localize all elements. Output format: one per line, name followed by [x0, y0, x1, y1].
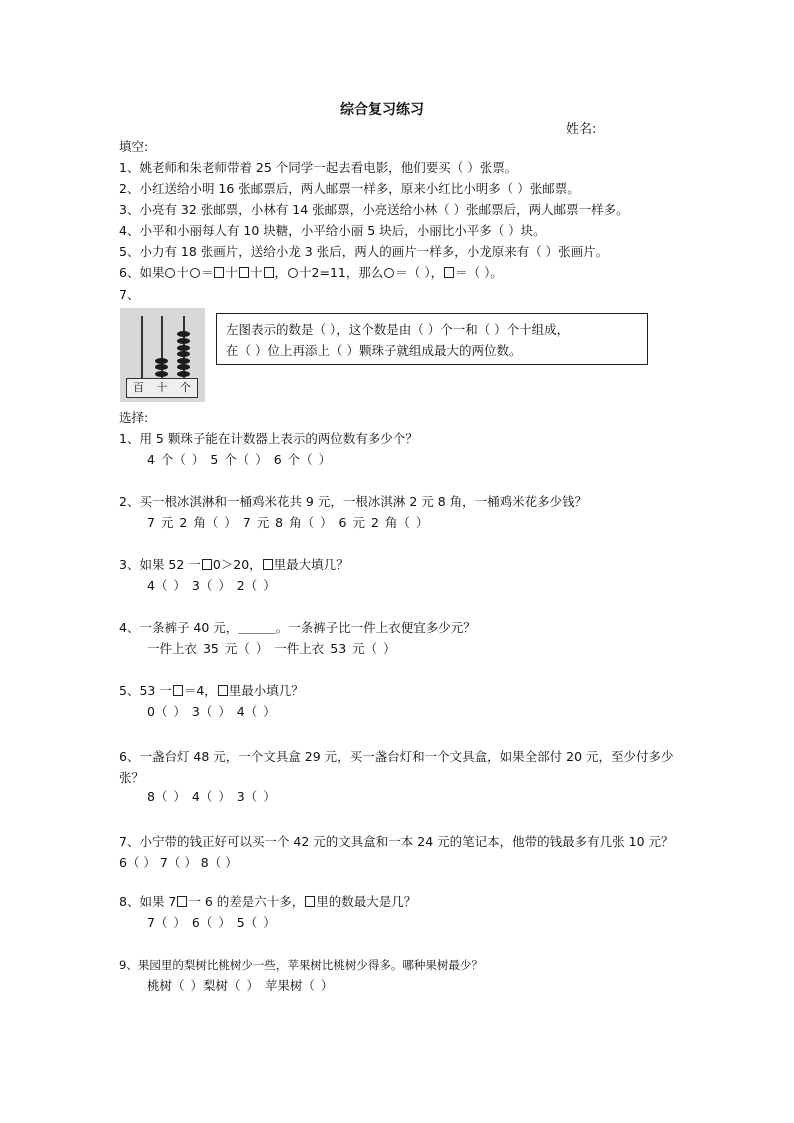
choice-4-options: 一件上衣 35 元（ ） 一件上衣 53 元（ ） — [147, 641, 396, 656]
choice-1-options: 4 个（ ） 5 个（ ） 6 个（ ） — [147, 452, 332, 467]
question-7-box — [216, 313, 648, 365]
fill-question-4: 4、小平和小丽每人有 10 块糖，小平给小丽 5 块后，小丽比小平多（ ）块。 — [119, 223, 546, 238]
page-title: 综合复习练习 — [340, 102, 424, 118]
question-7-line-1: 左图表示的数是（ ），这个数是由（ ）个一和（ ）个十组成， — [226, 322, 570, 337]
choice-heading: 选择: — [119, 410, 149, 425]
fill-question-6 — [119, 265, 503, 281]
circle-symbol — [288, 268, 298, 278]
c3-part-c: 里最大填几？ — [273, 557, 349, 572]
square-symbol — [177, 896, 187, 907]
choice-3-options: 4（ ） 3（ ） 2（ ） — [147, 578, 276, 593]
square-symbol — [239, 267, 249, 278]
circle-symbol — [384, 268, 394, 278]
square-symbol — [173, 685, 183, 696]
c8-part-b: 一 6 的差是六十多， — [188, 894, 305, 909]
square-symbol — [218, 685, 228, 696]
choice-question-1: 1、用 5 颗珠子能在计数器上表示的两位数有多少个？ — [119, 431, 418, 446]
choice-question-3 — [119, 557, 349, 573]
q6-equals: ＝ — [200, 265, 214, 280]
square-symbol — [214, 267, 224, 278]
square-symbol — [202, 559, 212, 570]
name-label: 姓名: — [566, 122, 597, 137]
q6-end: ＝（ ）。 — [455, 265, 503, 280]
square-symbol — [305, 896, 315, 907]
abacus-bead-ones — [177, 358, 190, 364]
choice-question-4: 4、一条裤子 40 元，＿＿＿。一条裤子比一件上衣便宜多少元？ — [119, 620, 476, 635]
q6-tail: 2=11，那么 — [311, 265, 384, 280]
abacus-bead-tens — [155, 371, 168, 377]
circle-symbol — [165, 268, 175, 278]
abacus-label-ones: 个 — [179, 381, 191, 394]
choice-question-9: 9、果园里的梨树比桃树少一些，苹果树比桃树少得多。哪种果树最少？ — [119, 958, 483, 972]
abacus-rod-hundreds — [141, 316, 143, 378]
q6-plus: 十 — [176, 265, 189, 280]
c5-part-c: 里最小填几？ — [228, 683, 304, 698]
abacus-base — [126, 378, 198, 398]
choice-8-options: 7（ ） 6（ ） 5（ ） — [147, 915, 276, 930]
q6-prefix: 6、如果 — [119, 265, 165, 280]
c5-part-b: ＝4， — [183, 683, 217, 698]
abacus-bead-ones — [177, 345, 190, 351]
q6-plus: 十 — [250, 265, 263, 280]
choice-5-options: 0（ ） 3（ ） 4（ ） — [147, 704, 276, 719]
square-symbol — [444, 267, 454, 278]
circle-symbol — [190, 268, 200, 278]
abacus-bead-tens — [155, 364, 168, 370]
abacus-bead-ones — [177, 338, 190, 344]
abacus-label-hundreds: 百 — [133, 381, 145, 394]
q6-plus: 十 — [225, 265, 238, 280]
q6-comma: ， — [274, 265, 288, 280]
choice-question-5 — [119, 683, 304, 699]
c3-part-b: 0＞20， — [212, 557, 262, 572]
choice-question-6: 6、一盏台灯 48 元，一个文具盒 29 元，买一盏台灯和一个文具盒，如果全部付 20 元，至少付多少张？ — [119, 749, 674, 785]
choice-2-options: 7 元 2 角（ ） 7 元 8 角（ ） 6 元 2 角（ ） — [147, 515, 429, 530]
fill-question-7-label: 7、 — [119, 287, 140, 302]
choice-question-2: 2、买一根冰淇淋和一桶鸡米花共 9 元，一根冰淇淋 2 元 8 角，一桶鸡米花多少钱？ — [119, 494, 588, 509]
fill-question-5: 5、小力有 18 张画片，送给小龙 3 张后，两人的画片一样多，小龙原来有（ ）张画片。 — [119, 244, 609, 259]
q6-equals-2: ＝（ ）， — [395, 265, 444, 280]
choice-question-8 — [119, 894, 416, 910]
abacus-image — [120, 308, 205, 402]
abacus-bead-ones — [177, 331, 190, 337]
choice-question-7: 7、小宁带的钱正好可以买一个 42 元的文具盒和一本 24 元的笔记本，他带的钱最多有几张 10 元？ 6（ ） 7（ ） 8（ ） — [119, 834, 674, 870]
square-symbol — [263, 559, 273, 570]
fill-question-3: 3、小亮有 32 张邮票，小林有 14 张邮票，小亮送给小林（ ）张邮票后，两人邮票一样多。 — [119, 202, 629, 217]
choice-9-options: 桃树（ ）梨树（ ） 苹果树（ ） — [147, 978, 334, 993]
abacus-bead-ones — [177, 364, 190, 370]
fill-question-1: 1、姚老师和朱老师带着 25 个同学一起去看电影，他们要买（ ）张票。 — [119, 160, 518, 175]
c3-part-a: 3、如果 52 一 — [119, 557, 201, 572]
square-symbol — [264, 267, 274, 278]
q6-plus: 十 — [299, 265, 312, 280]
choice-6-options: 8（ ） 4（ ） 3（ ） — [147, 789, 276, 804]
abacus-label-tens: 十 — [156, 381, 168, 394]
fill-question-2: 2、小红送给小明 16 张邮票后，两人邮票一样多，原来小红比小明多（ ）张邮票。 — [119, 181, 580, 196]
c8-part-c: 里的数最大是几？ — [316, 894, 417, 909]
abacus-bead-ones — [177, 351, 190, 357]
question-7-line-2: 在（ ）位上再添上（ ）颗珠子就组成最大的两位数。 — [226, 343, 522, 358]
abacus-bead-ones — [177, 371, 190, 377]
abacus-bead-tens — [155, 358, 168, 364]
c5-part-a: 5、53 一 — [119, 683, 172, 698]
fill-heading: 填空: — [119, 139, 149, 154]
c8-part-a: 8、如果 7 — [119, 894, 177, 909]
